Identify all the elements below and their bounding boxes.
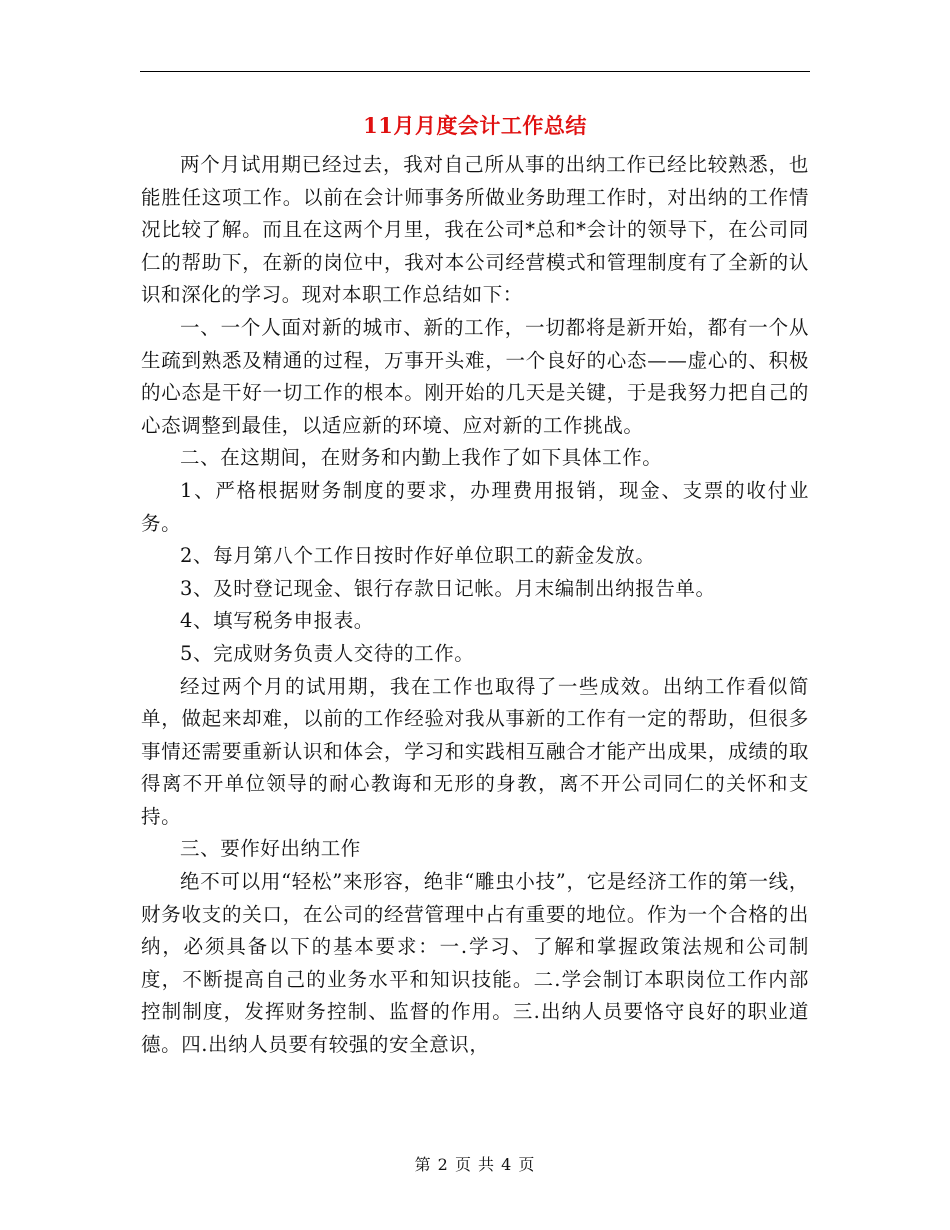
paragraph-section-2-heading: 二、在这期间，在财务和内勤上我作了如下具体工作。 [180,446,663,470]
document-title: 11月月度会计工作总结 [363,113,587,138]
paragraph-intro: 两个月试用期已经过去，我对自己所从事的出纳工作已经比较熟悉，也能胜任这项工作。以前在会计师事务所做业务助理工作时，对出纳的工作情况比较了解。而且在这两个月里，我在公司*总和*会计的领导下，在公司同仁的帮助下，在新的岗位中，我对本公司经营模式和管理制度有了全新的认识和深化的学习。现对本职工作总结如下： [141,153,809,307]
list-item-1: 1、严格根据财务制度的要求，办理费用报销，现金、支票的收付业务。 [141,478,809,535]
list-item-3: 3、及时登记现金、银行存款日记帐。月末编制出纳报告单。 [180,576,716,600]
list-item-4: 4、填写税务申报表。 [180,609,374,633]
paragraph-section-1: 一、一个人面对新的城市、新的工作，一切都将是新开始，都有一个从生疏到熟悉及精通的过程，万事开头难，一个良好的心态——虚心的、积极的心态是干好一切工作的根本。刚开始的几天是关键，于是我努力把自己的心态调整到最佳，以适应新的环境、应对新的工作挑战。 [141,315,809,437]
header-rule [140,71,810,72]
paragraph-results: 经过两个月的试用期，我在工作也取得了一些成效。出纳工作看似简单，做起来却难，以前的工作经验对我从事新的工作有一定的帮助，但很多事情还需要重新认识和体会，学习和实践相互融合才能产出成果，成绩的取得离不开单位领导的耐心教诲和无形的身教，离不开公司同仁的关怀和支持。 [141,674,809,828]
page-number: 第 2 页 共 4 页 [414,1155,536,1174]
paragraph-section-3-heading: 三、要作好出纳工作 [180,837,361,861]
list-item-5: 5、完成财务负责人交待的工作。 [180,641,475,665]
list-item-2: 2、每月第八个工作日按时作好单位职工的薪金发放。 [180,544,656,568]
document-body [141,149,809,1062]
paragraph-requirements: 绝不可以用“轻松”来形容，绝非“雕虫小技”，它是经济工作的第一线，财务收支的关口，在公司的经营管理中占有重要的地位。作为一个合格的出纳，必须具备以下的基本要求：一.学习、了解和掌握政策法规和公司制度，不断提高自己的业务水平和知识技能。二.学会制订本职岗位工作内部控制制度，发挥财务控制、监督的作用。三.出纳人员要恪守良好的职业道德。四.出纳人员要有较强的安全意识， [141,870,809,1057]
